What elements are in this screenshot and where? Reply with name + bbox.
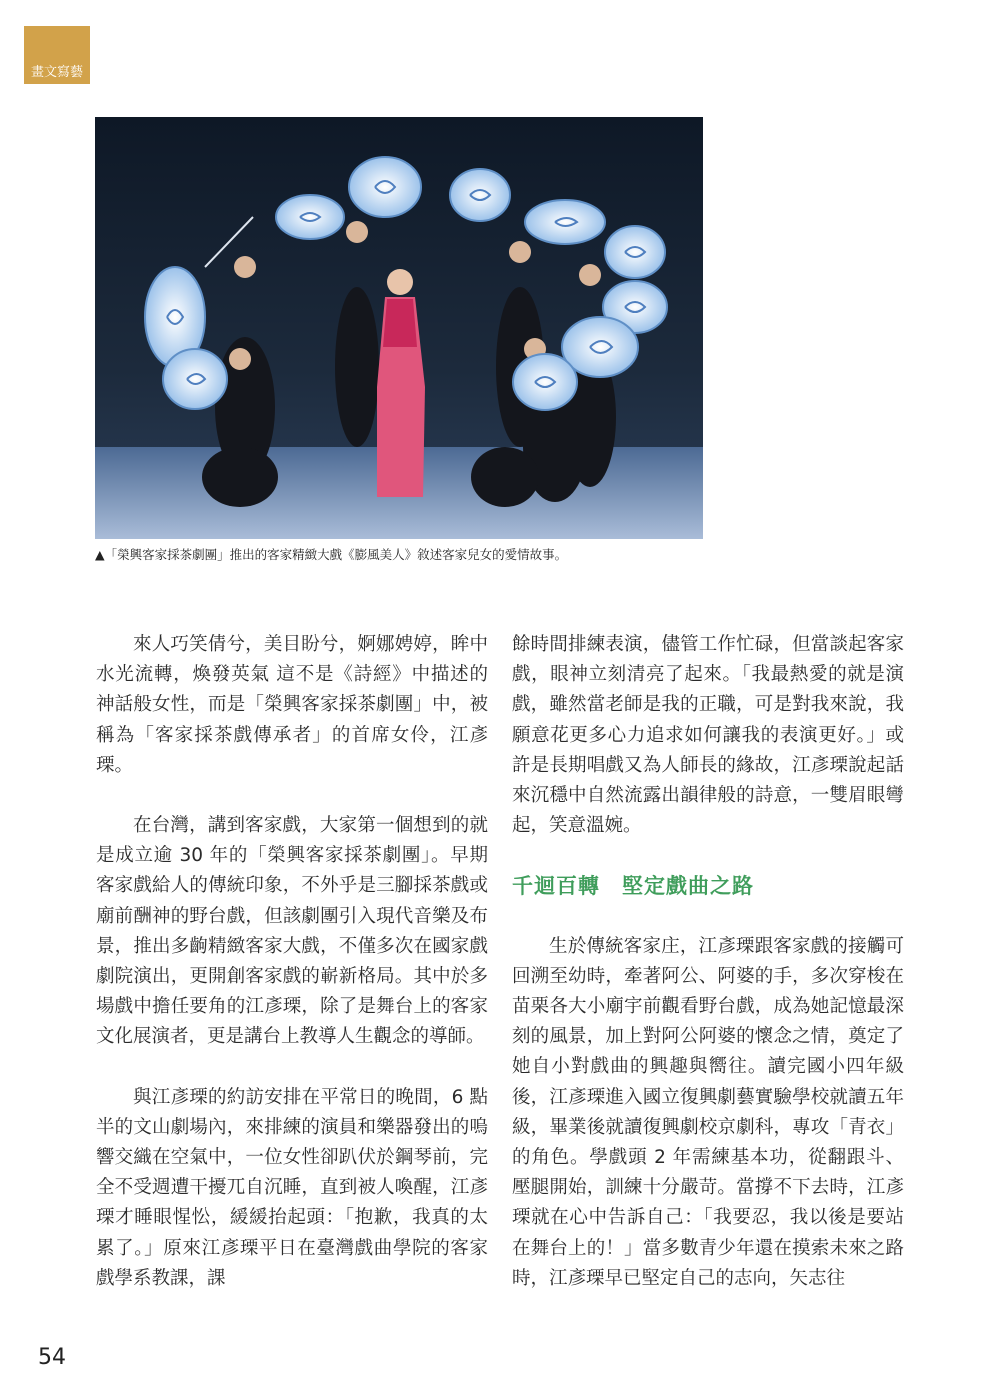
stage-performance-photo bbox=[95, 117, 703, 539]
right-column bbox=[512, 630, 904, 1294]
page-number: 54 bbox=[38, 1345, 66, 1370]
section-subheading: 千迴百轉 堅定戲曲之路 bbox=[512, 874, 754, 899]
left-column bbox=[96, 630, 488, 1294]
section-tag: 畫文寫藝 bbox=[24, 26, 90, 84]
photo-caption: ▲「榮興客家採茶劇團」推出的客家精緻大戲《膨風美人》敘述客家兒女的愛情故事。 bbox=[95, 547, 568, 562]
paragraph: 來人巧笑倩兮，美目盼兮，婀娜娉婷，眸中水光流轉，煥發英氣 這不是《詩經》中描述的神話般女性，而是「榮興客家採茶劇團」中，被稱為「客家採茶戲傳承者」的首席女伶，江彥瑮。 bbox=[96, 634, 488, 776]
paragraph: 在台灣，講到客家戲，大家第一個想到的就是成立逾 30 年的「榮興客家採茶劇團」。早期客家戲給人的傳統印象，不外乎是三腳採茶戲或廟前酬神的野台戲，但該劇團引入現代音樂及布景，推出多齣精緻客家大戲，不僅多次在國家戲劇院演出，更開創客家戲的嶄新格局。其中於多場戲中擔任要角的江彥瑮，除了是舞台上的客家文化展演者，更是講台上教導人生觀念的導師。 bbox=[96, 815, 488, 1048]
paragraph: 與江彥瑮的約訪安排在平常日的晚間，6 點半的文山劇場內，來排練的演員和樂器發出的嗚響交織在空氣中，一位女性卻趴伏於鋼琴前，完全不受週遭干擾兀自沉睡，直到被人喚醒，江彥瑮才睡眼惺忪，緩緩抬起頭：「抱歉，我真的太累了。」原來江彥瑮平日在臺灣戲曲學院的客家戲學系教課，課 bbox=[96, 1086, 488, 1289]
stage-photo-illustration bbox=[95, 117, 703, 539]
paragraph: 生於傳統客家庄，江彥瑮跟客家戲的接觸可回溯至幼時，牽著阿公、阿婆的手，多次穿梭在苗栗各大小廟宇前觀看野台戲，成為她記憶最深刻的風景，加上對阿公阿婆的懷念之情，奠定了她自小對戲曲的興趣與嚮往。讀完國小四年級後，江彥瑮進入國立復興劇藝實驗學校就讀五年級，畢業後就讀復興劇校京劇科，專攻「青衣」的角色。學戲頭 2 年需練基本功，從翻跟斗、壓腿開始，訓練十分嚴苛。當撐不下去時，江彥瑮就在心中告訴自己：「我要忍，我以後是要站在舞台上的！」當多數青少年還在摸索未來之路時，江彥瑮早已堅定自己的志向，矢志往 bbox=[512, 935, 904, 1289]
paragraph: 餘時間排練表演，儘管工作忙碌，但當談起客家戲，眼神立刻清亮了起來。「我最熱愛的就是演戲，雖然當老師是我的正職，可是對我來說，我願意花更多心力追求如何讓我的表演更好。」或許是長期唱戲又為人師長的緣故，江彥瑮說起話來沉穩中自然流露出韻律般的詩意，一雙眉眼彎起，笑意溫婉。 bbox=[512, 634, 904, 837]
